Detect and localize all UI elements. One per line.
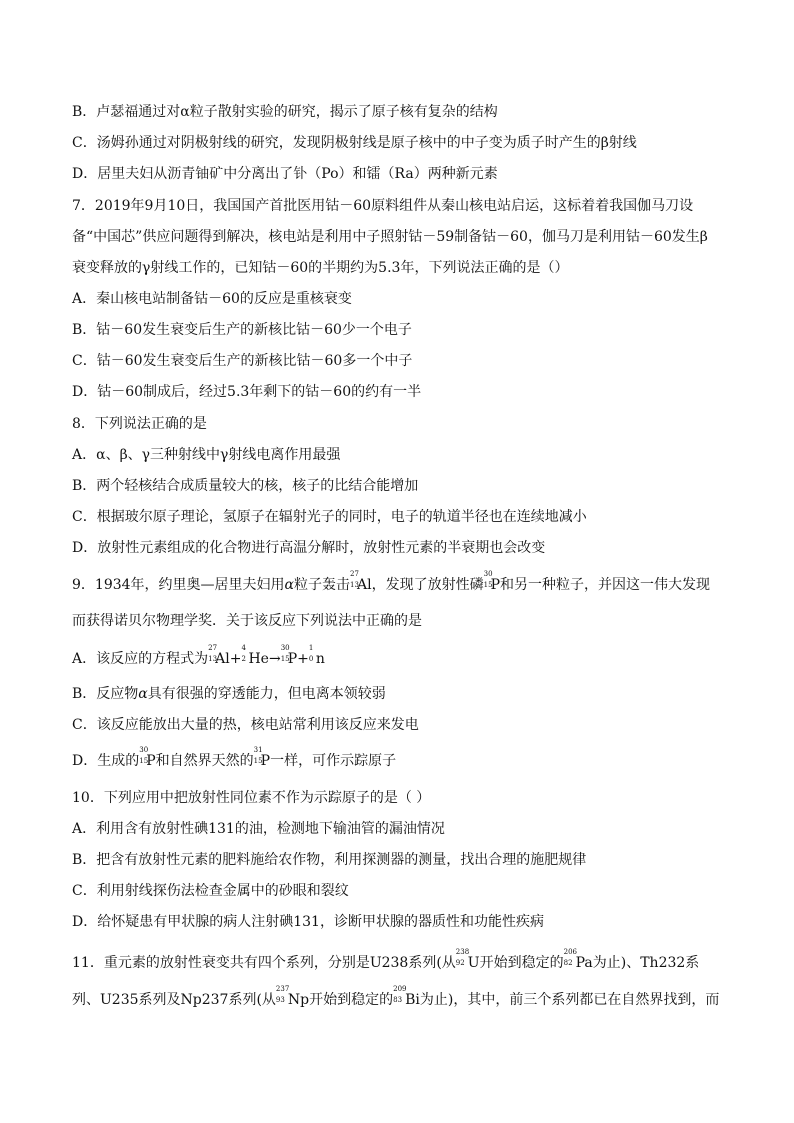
q8-stem: 8．下列说法正确的是 [72,416,207,432]
q9-text: 粒子轰击 [294,577,351,593]
q11-text: 开始到稳定的 [479,955,564,971]
nuclide-p30: 30 15 P [483,570,501,593]
q11-stem-line-2 [72,985,732,1010]
q10-option-c: C．利用射线探伤法检查金属中的砂眼和裂纹 [72,883,349,899]
q7-stem-line-1: 7．2019年9月10日，我国国产首批医用钴－60原料组件从秦山核电站启运，这标着着我国伽马刀设 [72,198,694,214]
alpha-symbol: α [138,686,148,702]
q11-text: 为止)，其中，前三个系列都已在自然界找到，而 [419,992,720,1008]
nuclide-u238: 238 92 U [455,948,480,971]
q11-text: 为止)、Th232系 [592,955,700,971]
q9-text: D．生成的 [72,753,140,769]
q11-stem-line-1 [72,948,732,973]
arrow-symbol: → [268,651,281,667]
q7-option-c: C．钴－60发生衰变后生产的新核比钴－60多一个中子 [72,353,413,369]
q7-option-a: A．秦山核电站制备钴－60的反应是重核衰变 [72,291,352,307]
alpha-symbol: α [284,577,295,593]
q6-option-b: B．卢瑟福通过对α粒子散射实验的研究，揭示了原子核有复杂的结构 [72,104,498,120]
q9-text: B．反应物 [72,686,139,702]
q9-option-a-label: A．该反应的方程式为 [72,651,209,667]
q9-option-c: C．该反应能放出大量的热，核电站常利用该反应来发电 [72,717,419,733]
q9-text: 9．1934年，约里奥—居里夫妇用 [72,577,285,593]
q9-option-b [72,684,732,704]
q9-text: 和另一种粒子，并因这一伟大发现 [500,577,711,593]
plus-sign: + [297,651,309,667]
q7-option-b: B．钴－60发生衰变后生产的新核比钴－60少一个电子 [72,322,412,338]
q9-text: 和自然界天然的 [155,753,254,769]
q8-option-d: D．放射性元素组成的化合物进行高温分解时，放射性元素的半衰期也会改变 [72,540,546,556]
nuclide-bi209: 209 83 Bi [393,985,420,1008]
q11-text: 开始到稳定的 [309,992,394,1008]
nuclide-neutron: 1 0 n [308,644,325,667]
q11-text: 列、U235系列及Np237系列(从 [72,992,276,1008]
q10-option-a: A．利用含有放射性碘131的油，检测地下输油管的漏油情况 [72,821,445,837]
q9-text: ，发现了放射性磷 [371,577,484,593]
q7-option-d: D．钴－60制成后，经过5.3年剩下的钴－60的约有一半 [72,384,422,400]
nuclide-np237: 237 93 Np [275,985,310,1008]
q6-option-d: D．居里夫妇从沥青铀矿中分离出了钋（Po）和镭（Ra）两种新元素 [72,166,498,182]
nuclide-al27: 27 13 Al [350,570,372,593]
q9-option-a [72,644,732,669]
q8-option-a: A．α、β、γ三种射线中γ射线电离作用最强 [72,447,341,463]
q11-text: 11．重元素的放射性衰变共有四个系列，分别是U238系列(从 [72,955,456,971]
nuclide-he4: 4 2 He [241,644,269,667]
q9-text: 一样，可作示踪原子 [270,753,397,769]
q10-stem: 10．下列应用中把放射性同位素不作为示踪原子的是（ ） [72,790,431,806]
q10-option-b: B．把含有放射性元素的肥料施给农作物，利用探测器的测量，找出合理的施肥规律 [72,852,587,868]
q9-stem-line-1 [72,570,732,595]
nuclide-al27: 27 13 Al [208,644,230,667]
nuclide-p30: 30 15 P [280,644,298,667]
q7-stem-line-3: 衰变释放的γ射线工作的，已知钴－60的半期约为5.3年，下列说法正确的是（） [72,260,569,276]
q10-option-d: D．给怀疑患有甲状腺的病人注射碘131，诊断甲状腺的器质性和功能性疾病 [72,914,544,930]
nuclide-pa206: 206 82 Pa [563,948,593,971]
q8-option-b: B．两个轻核结合成质量较大的核，核子的比结合能增加 [72,478,419,494]
nuclide-p30: 30 15 P [139,746,156,769]
q6-option-c: C．汤姆孙通过对阴极射线的研究，发现阴极射线是原子核中的中子变为质子时产生的β射线 [72,135,637,151]
q9-option-d [72,746,732,771]
q9-stem-line-2: 而获得诺贝尔物理学奖．关于该反应下列说法中正确的是 [72,613,422,629]
q7-stem-line-2: 备“中国芯”供应问题得到解决，核电站是利用中子照射钴－59制备钴－60，伽马刀是利用钴－60发生β [72,229,708,245]
q9-text: 具有很强的穿透能力，但电离本领较弱 [147,686,386,702]
nuclide-p31: 31 15 P [253,746,271,769]
plus-sign: + [229,651,242,667]
q8-option-c: C．根据玻尔原子理论，氢原子在辐射光子的同时，电子的轨道半径也在连续地减小 [72,509,587,525]
